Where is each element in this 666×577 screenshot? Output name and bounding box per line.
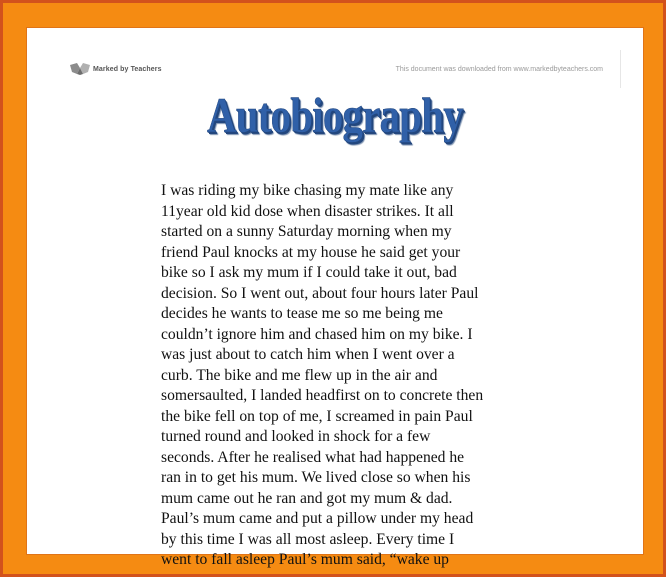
body-line: 11year old kid dose when disaster strikes. It all — [161, 202, 454, 220]
download-note: This document was downloaded from www.markedbyteachers.com — [395, 66, 603, 73]
logo-text: Marked by Teachers — [93, 65, 162, 73]
logo[interactable] — [69, 62, 162, 76]
body-line: mum came out he ran and got my mum & dad. — [161, 489, 453, 507]
body-line: couldn’t ignore him and chased him on my bike. I — [161, 325, 473, 343]
body-line: Paul’s mum came and put a pillow under my head — [161, 510, 474, 527]
marked-by-teachers-logo-icon — [69, 62, 91, 76]
body-line: curb. The bike and me flew up in the air and — [161, 366, 438, 384]
body-line: by this time I was all most asleep. Every time I — [161, 530, 455, 548]
document-header — [27, 28, 643, 88]
body-line: started on a sunny Saturday morning when my — [161, 223, 452, 240]
body-line: friend Paul knocks at my house he said get your — [161, 243, 461, 261]
body-line: ran in to get his mum. We lived close so when his — [161, 469, 471, 486]
body-line: decision. So I went out, about four hours later Paul — [161, 284, 479, 302]
document-body — [161, 181, 531, 571]
document-page — [27, 28, 643, 568]
body-line: went to fall asleep Paul’s mum said, “wake up — [161, 551, 449, 568]
body-line: seconds. After he realised what had happened he — [161, 448, 465, 466]
body-line: somersaulted, I landed headfirst on to concrete then — [161, 387, 484, 404]
body-line: was just about to catch him when I went over a — [161, 346, 455, 363]
body-line: the bike fell on top of me, I screamed in pain Paul — [161, 407, 473, 425]
body-line: decides he wants to tease me so me being me — [161, 305, 443, 322]
header-divider — [620, 50, 621, 88]
body-line: bike so I ask my mum if I could take it out, bad — [161, 264, 457, 281]
document-title: Autobiography — [207, 87, 463, 143]
body-line: I was riding my bike chasing my mate like any — [161, 182, 454, 199]
body-line: turned round and looked in shock for a few — [161, 428, 431, 445]
